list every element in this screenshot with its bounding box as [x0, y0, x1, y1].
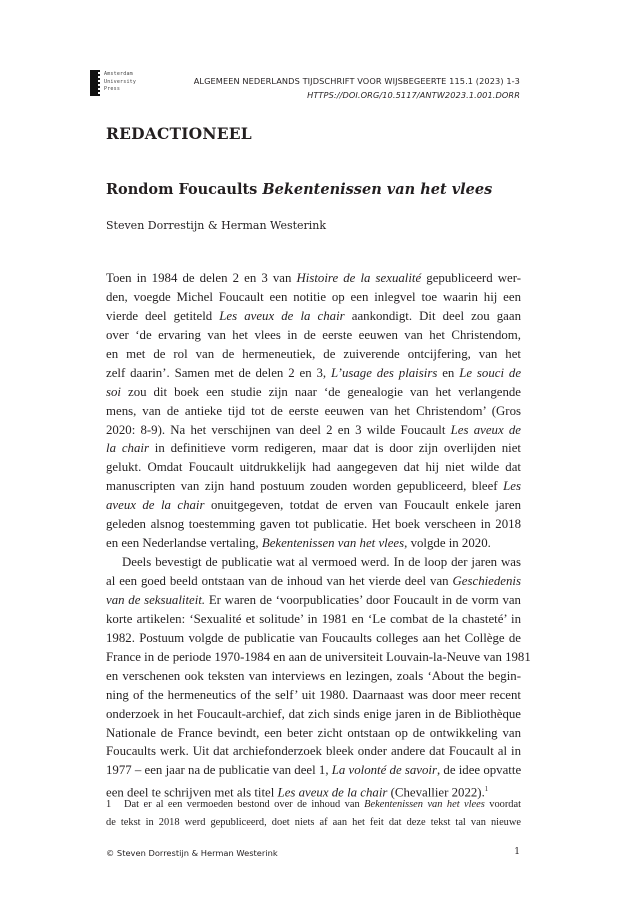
- italic-text: Histoire de la sexualité: [296, 271, 422, 285]
- text-run: zou dit boek een studie zijn naar ‘de genealogie van het verlangende: [121, 384, 521, 399]
- footnote-number: 1: [106, 799, 112, 810]
- text-run: Dat er al een vermoeden bestond over de inhoud van: [124, 799, 365, 810]
- body-line: [106, 439, 521, 458]
- body-line: [106, 648, 531, 667]
- text-run: Deels bevestigt de publicatie wat al vermoed werd. In de loop der jaren was: [122, 555, 521, 570]
- italic-text: L’usage des plaisirs: [331, 365, 438, 380]
- body-line: [106, 742, 521, 761]
- body-line: [106, 458, 521, 477]
- publisher-name-line: Amsterdam: [104, 71, 133, 77]
- article-title: [106, 181, 492, 198]
- body-line: [106, 553, 521, 572]
- body-line: [106, 496, 521, 515]
- text-run: voordat: [484, 799, 522, 810]
- body-line: [106, 364, 521, 383]
- text-run: vierde deel getiteld: [106, 308, 220, 323]
- article-authors: Steven Dorrestijn & Herman Westerink: [106, 219, 327, 232]
- publisher-name: [104, 71, 136, 94]
- text-run: Foucaults werk. Uit dat archiefonderzoek bleek onder andere dat Foucault al in: [106, 744, 521, 759]
- body-line: [106, 515, 521, 534]
- text-run: korte artikelen: ‘Sexualité et solitude’ in 1981 en ‘Le combat de la chasteté’ in: [106, 611, 521, 626]
- text-run: , volgde in 2020.: [404, 536, 491, 551]
- body-line: [106, 345, 521, 364]
- text-run: en verschenen ook teksten van interviews en lezingen, zoals ‘About the begin-: [106, 668, 521, 683]
- italic-text: Bekentenissen van het vlees: [364, 799, 485, 810]
- italic-text: Les aveux de la chair: [219, 308, 345, 323]
- body-line: [106, 591, 521, 610]
- article-title-italic: Bekentenissen van het vlees: [262, 181, 493, 198]
- text-run: 1982. Postuum volgde de publicatie van Foucaults colleges aan het Collège de: [106, 630, 521, 645]
- article-body: [106, 269, 531, 800]
- text-run: (Chevallier 2022).: [387, 785, 485, 800]
- text-run: en een Nederlandse vertaling,: [106, 536, 262, 551]
- text-run: 2020: 8-9). Na het verschijnen van deel 2 en 3 wilde Foucault: [106, 422, 451, 437]
- text-run: al een goed beeld ontstaan van de inhoud van het vierde deel van: [106, 574, 453, 588]
- body-line: [106, 629, 521, 648]
- publisher-logo: [90, 70, 150, 98]
- doi-link[interactable]: HTTPS://DOI.ORG/10.5117/ANTW2023.1.001.DORR: [307, 89, 520, 100]
- italic-text: Les: [503, 479, 521, 494]
- page-number: 1: [514, 847, 520, 857]
- footer-copyright: © Steven Dorrestijn & Herman Westerink: [106, 848, 278, 858]
- article-title-roman: Rondom Foucaults: [106, 181, 263, 198]
- italic-text: La volonté de savoir: [331, 763, 437, 778]
- text-run: geleden alsnog toestemming gaven tot publicatie. Het boek verscheen in 2018: [106, 517, 521, 532]
- body-line: [106, 421, 521, 440]
- text-run: en: [437, 365, 460, 380]
- body-line: [106, 383, 521, 402]
- footnote-area: [106, 796, 521, 832]
- section-label: REDACTIONEEL: [106, 124, 252, 143]
- body-line: [106, 534, 521, 553]
- text-run: ning of the hermeneutics of the self’ uit 1980. Daarnaast was door meer recent: [106, 687, 521, 702]
- text-run: 1977 – een jaar na de publicatie van deel 1,: [106, 763, 332, 778]
- footnote-line: [106, 796, 521, 814]
- body-line: [106, 402, 521, 421]
- text-run: gepubliceerd wer-: [421, 271, 521, 285]
- body-line: [106, 610, 521, 629]
- journal-header: [194, 75, 520, 102]
- body-line: [106, 288, 521, 307]
- publisher-name-line: University: [104, 78, 137, 85]
- body-line: [106, 667, 521, 686]
- body-line: [106, 705, 521, 724]
- text-run: aankondigt. Dit deel zou gaan: [344, 308, 522, 323]
- body-line: [106, 724, 521, 743]
- text-run: onderzoek in het Foucault-archief, dat zich sinds enige jaren in de Bibliothèque: [106, 706, 521, 721]
- italic-text: Bekentenissen van het vlees: [261, 536, 405, 551]
- text-run: en met de rol van de hermeneutiek, de zuiverende ontcijfering, van het: [106, 346, 521, 361]
- text-run: gelukt. Omdat Foucault uitdrukkelijk had aangegeven dat hij niet wilde dat: [106, 460, 521, 475]
- italic-text: Les aveux de la chair: [277, 785, 388, 800]
- body-line: [106, 326, 521, 345]
- footnote-reference[interactable]: 1: [484, 785, 489, 794]
- footnote-line: [106, 814, 521, 832]
- journal-citation: ALGEMEEN NEDERLANDS TIJDSCHRIFT VOOR WIJSBEGEERTE 115.1 (2023) 1-3: [193, 76, 520, 86]
- italic-text: la chair: [106, 441, 149, 456]
- text-run: onuitgegeven, totdat de erven van Foucault enkele jaren: [204, 498, 521, 513]
- text-run: Toen in 1984 de delen 2 en 3 van: [106, 271, 297, 285]
- text-run: zelf daarin’. Samen met de delen 2 en 3,: [106, 365, 331, 380]
- body-line: [106, 761, 521, 780]
- body-line: [106, 686, 521, 705]
- text-run: Nationale de France bevindt, een beter zicht ontstaan op de ontwikkeling van: [106, 725, 521, 740]
- body-line: [106, 572, 521, 591]
- italic-text: aveux de la chair: [106, 498, 205, 513]
- italic-text: Les aveux de: [450, 422, 521, 437]
- text-run: mens, van de antieke tijd tot de eerste eeuwen van het Christendom’ (Gros: [106, 403, 521, 418]
- amsterdam-university-press-logo-icon: [90, 70, 98, 96]
- italic-text: Geschiedenis: [452, 574, 521, 588]
- body-line: [106, 307, 521, 326]
- text-run: in definitieve vorm redigeren, maar dat is door zijn overlijden niet: [148, 441, 521, 456]
- italic-text: soi: [106, 384, 121, 399]
- text-run: manuscripten van zijn hand postuum zouden worden gepubliceerd, bleef: [106, 479, 504, 494]
- text-run: de tekst in 2018 werd gepubliceerd, doet niets af aan het feit dat deze tekst tal van nieuwe: [106, 817, 521, 828]
- text-run: Er waren de ‘voorpublicaties’ door Foucault in de vorm van: [205, 592, 521, 607]
- text-run: den, voegde Michel Foucault een notitie op een inlegvel toe waarin hij een: [106, 289, 521, 304]
- italic-text: Le souci de: [459, 365, 522, 380]
- italic-text: van de seksualiteit.: [106, 592, 206, 607]
- text-run: , de idee opvatte: [436, 763, 522, 778]
- text-run: een deel te schrijven met als titel: [106, 785, 278, 800]
- text-run: over ‘de ervaring van het vlees in de eerste eeuwen van het Christendom,: [106, 327, 521, 342]
- publisher-name-line: Press: [104, 86, 121, 92]
- text-run: France in de periode 1970-1984 en aan de universiteit Louvain-la-Neuve van 1981: [106, 649, 531, 664]
- body-line: [106, 269, 521, 288]
- body-line: [106, 477, 521, 496]
